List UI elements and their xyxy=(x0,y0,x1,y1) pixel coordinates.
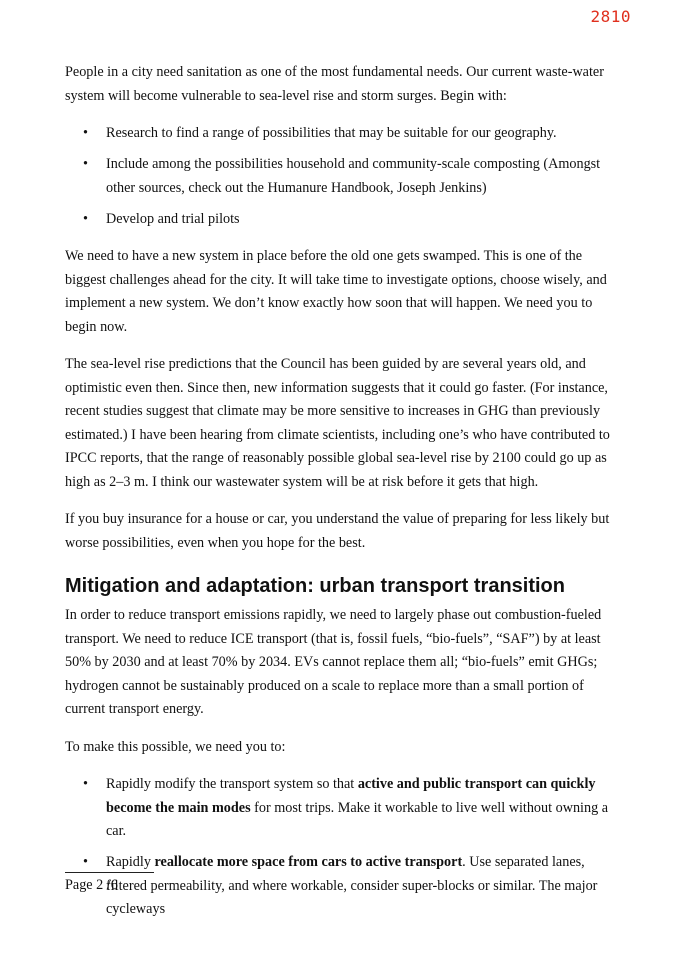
list-item-text-bold: active and public transport can quickly become the main modes xyxy=(106,776,596,816)
list-item xyxy=(65,153,620,200)
list-item-text-post: . Use separated lanes, filtered permeability, and where workable, consider super-blocks or similar. The major cycleways xyxy=(106,854,598,917)
bullet-icon: • xyxy=(83,776,88,792)
bullet-icon: • xyxy=(83,156,88,172)
list-item-text-post: for most trips. Make it workable to live well without owning a car. xyxy=(106,799,609,839)
page-body xyxy=(65,61,620,936)
paragraph-insurance: If you buy insurance for a house or car, you understand the value of preparing for less likely but worse possibilities, even when you hope for the best. xyxy=(65,511,610,551)
bullet-icon: • xyxy=(83,854,88,870)
list-item xyxy=(65,851,620,922)
sanitation-list xyxy=(65,122,620,231)
paragraph-sanitation-intro: People in a city need sanitation as one of the most fundamental needs. Our current waste-water system will become vulnerable to sea-level rise and storm surges. Begin with: xyxy=(65,64,604,104)
footer-divider xyxy=(65,872,154,873)
bullet-icon: • xyxy=(83,125,88,141)
document-id: 2810 xyxy=(590,7,631,26)
paragraph-transport-emissions: In order to reduce transport emissions rapidly, we need to largely phase out combustion-fueled transport. We need to reduce ICE transport (that is, fossil fuels, “bio-fuels”, “SAF”) by at least 50% by 2030 and at least 70% by 2034. EVs cannot replace them all; “bio-fuels” emit GHGs; hydrogen cannot be sustainably produced on a scale to replace more than a small portion of current transport energy. xyxy=(65,607,602,717)
paragraph-new-system: We need to have a new system in place before the old one gets swamped. This is one of the biggest challenges ahead for the city. It will take time to investigate options, choose wisely, and implement a new system. We don’t know exactly how soon that will happen. We need you to begin now. xyxy=(65,248,607,335)
list-item xyxy=(65,773,620,844)
list-item-text-pre: Rapidly xyxy=(106,854,155,870)
list-item xyxy=(65,122,620,146)
list-item-text-pre: Rapidly modify the transport system so that xyxy=(106,776,358,792)
page-number: Page 2 /6 xyxy=(65,877,118,893)
bullet-icon: • xyxy=(83,210,88,227)
paragraph-make-possible: To make this possible, we need you to: xyxy=(65,738,286,755)
paragraph-sea-level: The sea-level rise predictions that the Council has been guided by are several years old, and optimistic even then. Since then, new information suggests that it could go faster. (For instance, recent studies suggest that climate may be more sensitive to increases in GHG than previously estimated.) I have been hearing from climate scientists, including one’s who have contributed to IPCC reports, that the range of reasonably possible global sea-level rise by 2100 could go up as high as 2–3 m. I think our wastewater system will be at risk before it gets that high. xyxy=(65,356,610,490)
transport-list xyxy=(65,773,620,922)
list-item-text: Develop and trial pilots xyxy=(106,210,240,227)
section-heading: Mitigation and adaptation: urban transport transition xyxy=(65,575,565,597)
list-item-text-bold: reallocate more space from cars to active transport xyxy=(154,854,463,870)
list-item-text: Research to find a range of possibilities that may be suitable for our geography. xyxy=(106,125,557,141)
list-item-text: Include among the possibilities household and community-scale composting (Amongst other sources, check out the Humanure Handbook, Joseph Jenkins) xyxy=(106,156,601,196)
list-item xyxy=(65,208,620,232)
